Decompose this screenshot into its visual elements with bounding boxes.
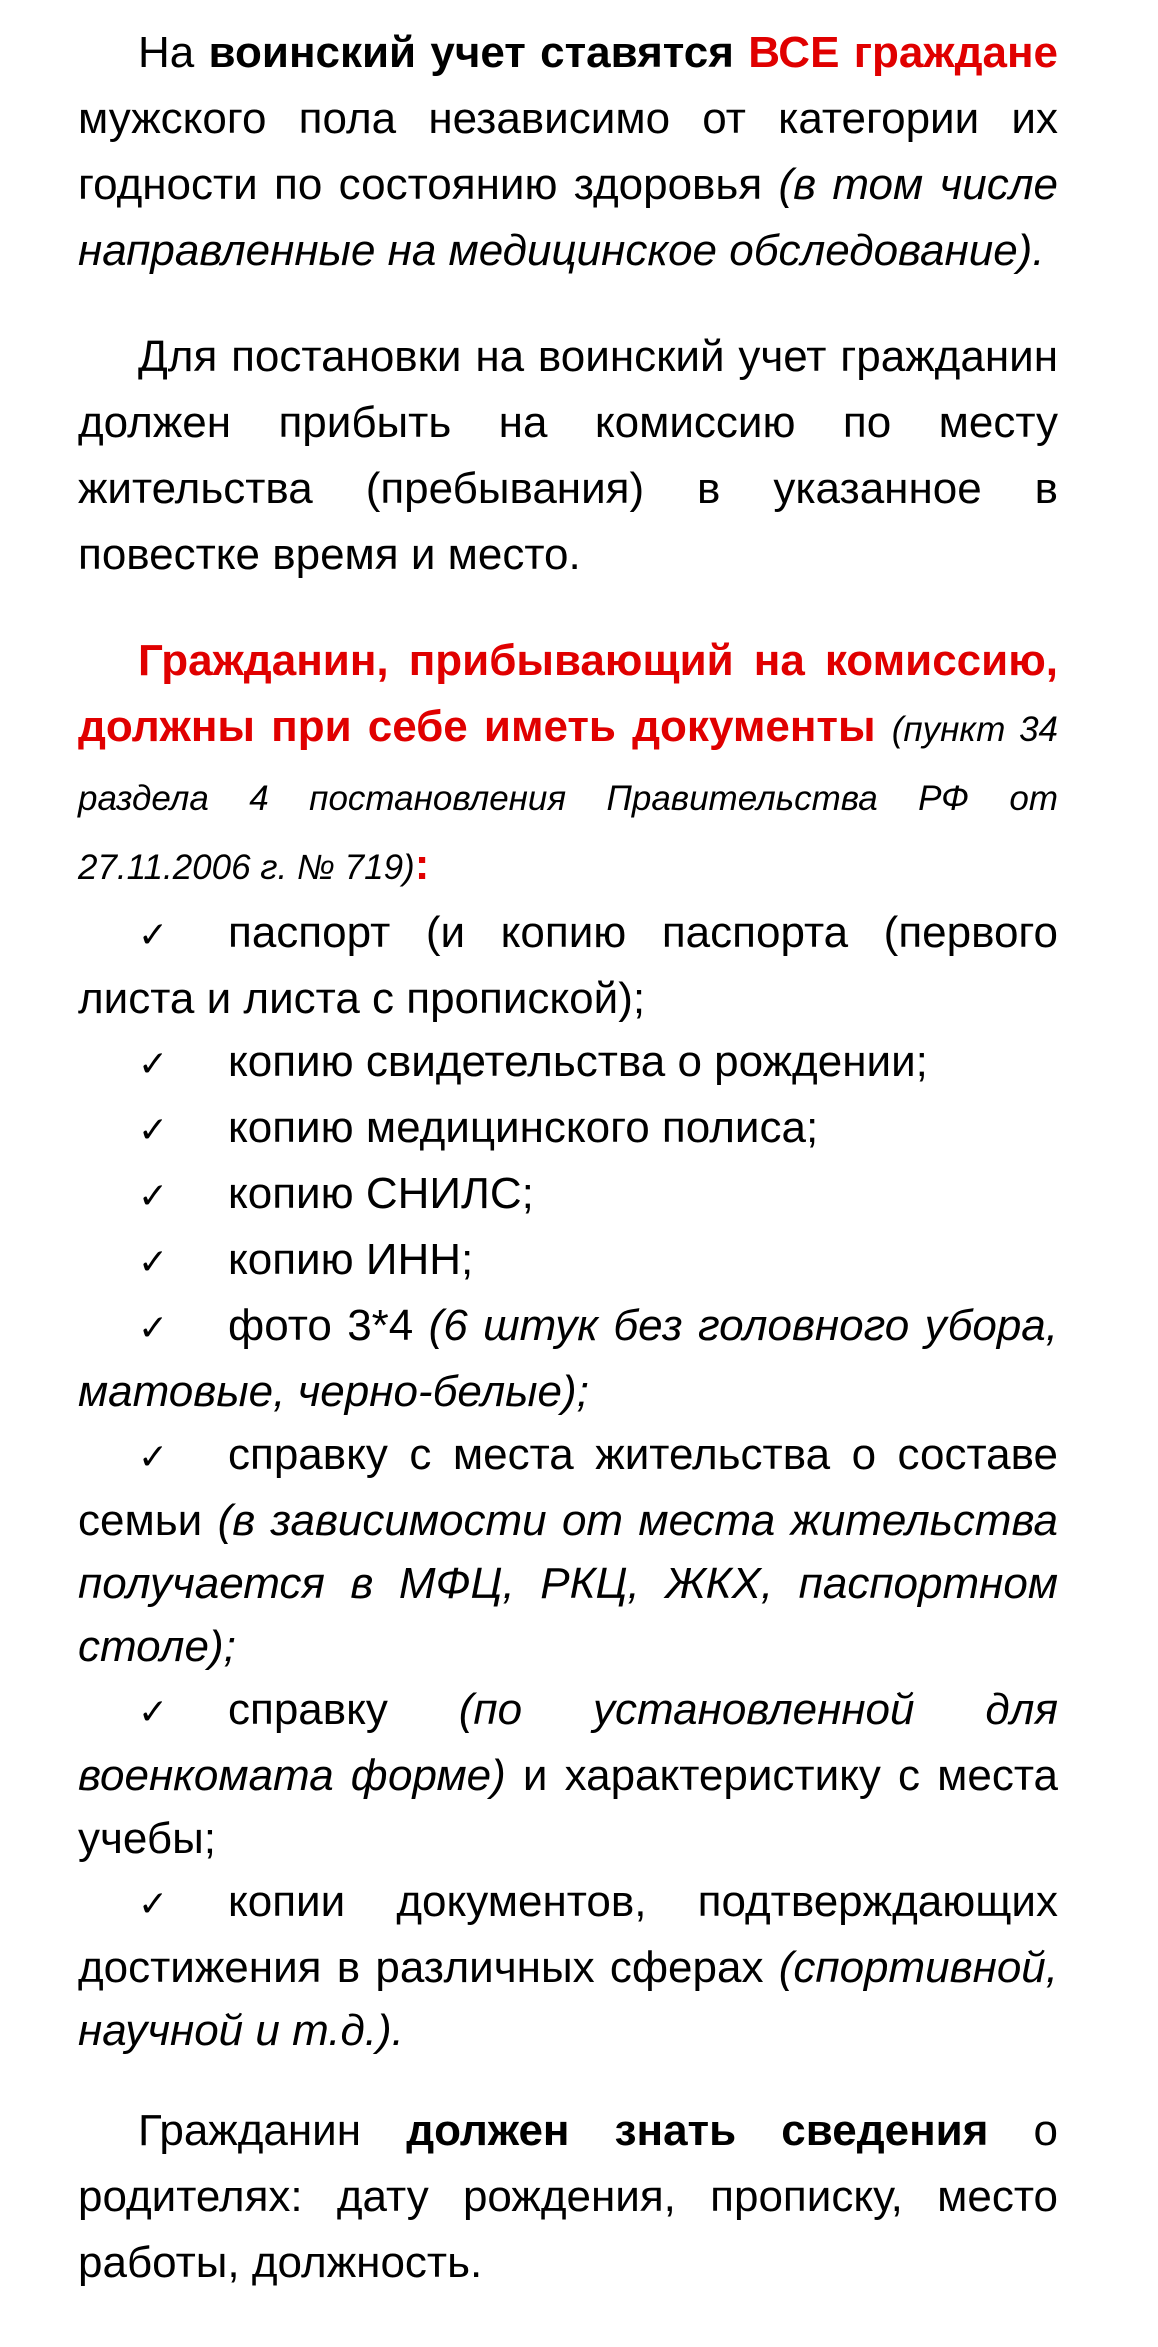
checkmark-icon: ✓ xyxy=(138,1110,169,1151)
checkmark-icon: ✓ xyxy=(138,915,169,956)
p1-all-citizens: ВСЕ граждане xyxy=(748,28,1059,77)
list-item-text: фото 3*4 xyxy=(228,1301,429,1350)
paragraph-parents-info xyxy=(78,2098,1058,2296)
list-item xyxy=(78,1162,1058,1228)
list-item-text: паспорт (и копию паспорта (первого листа и листа с пропиской); xyxy=(78,908,1058,1023)
list-item-text-after: и характеристику с места учебы; xyxy=(78,1751,1058,1863)
documents-heading: Гражданин, прибывающий на комиссию, должны при себе иметь документы xyxy=(78,636,1058,751)
list-item xyxy=(78,901,1058,1030)
list-item xyxy=(78,1030,1058,1096)
list-item-text: справку с места жительства о составе семьи xyxy=(78,1430,1058,1545)
p4-bold: должен знать сведения xyxy=(406,2106,989,2155)
checkmark-icon: ✓ xyxy=(138,1176,169,1217)
list-item-text: справку xyxy=(228,1685,459,1734)
list-item-text: копию СНИЛС; xyxy=(228,1169,534,1218)
checkmark-icon: ✓ xyxy=(138,1044,169,1085)
checkmark-icon: ✓ xyxy=(138,1308,169,1349)
checkmark-icon: ✓ xyxy=(138,1692,169,1733)
documents-legal-note: (пункт 34 раздела 4 постановления Правительства РФ от 27.11.2006 г. № 719) xyxy=(78,710,1059,887)
list-item-note: (по установленной для военкомата форме) xyxy=(78,1685,1058,1800)
p4-rest: о родителях: дату рождения, прописку, место работы, должность. xyxy=(78,2106,1058,2287)
list-item xyxy=(78,1870,1058,2062)
list-item xyxy=(78,1678,1058,1870)
list-item xyxy=(78,1228,1058,1294)
p1-na: На xyxy=(138,28,195,77)
list-item xyxy=(78,1096,1058,1162)
checkmark-icon: ✓ xyxy=(138,1437,169,1478)
checkmark-icon: ✓ xyxy=(138,1884,169,1925)
list-item-text: копии документов, подтверждающих достижения в различных сферах xyxy=(78,1877,1058,1992)
list-item-note: (спортивной, научной и т.д.). xyxy=(78,1943,1058,2055)
p4-start: Гражданин xyxy=(138,2106,407,2155)
p1-voinsky: воинский учет ставятся xyxy=(208,28,734,77)
paragraph-registration xyxy=(78,20,1058,284)
checkmark-icon: ✓ xyxy=(138,1242,169,1283)
p1-rest: мужского пола независимо от категории их годности по состоянию здоровья xyxy=(78,94,1058,209)
p1-italic-note: (в том числе направленные на медицинское обследование). xyxy=(78,160,1059,275)
documents-colon: : xyxy=(414,840,430,889)
list-item-text: копию свидетельства о рождении; xyxy=(228,1037,928,1086)
paragraph-arrival: Для постановки на воинский учет гражданин должен прибыть на комиссию по месту жительства (пребывания) в указанное в повестке время и место. xyxy=(78,332,1058,579)
documents-list xyxy=(78,901,1058,2062)
list-item xyxy=(78,1423,1058,1678)
list-item-note: (6 штук без головного убора, матовые, черно-белые); xyxy=(78,1301,1058,1416)
list-item-note: (в зависимости от места жительства получается в МФЦ, РКЦ, ЖКХ, паспортном столе); xyxy=(78,1496,1058,1671)
paragraph-documents-heading xyxy=(78,628,1058,901)
list-item-text: копию медицинского полиса; xyxy=(228,1103,819,1152)
list-item-text: копию ИНН; xyxy=(228,1235,474,1284)
list-item xyxy=(78,1294,1058,1423)
